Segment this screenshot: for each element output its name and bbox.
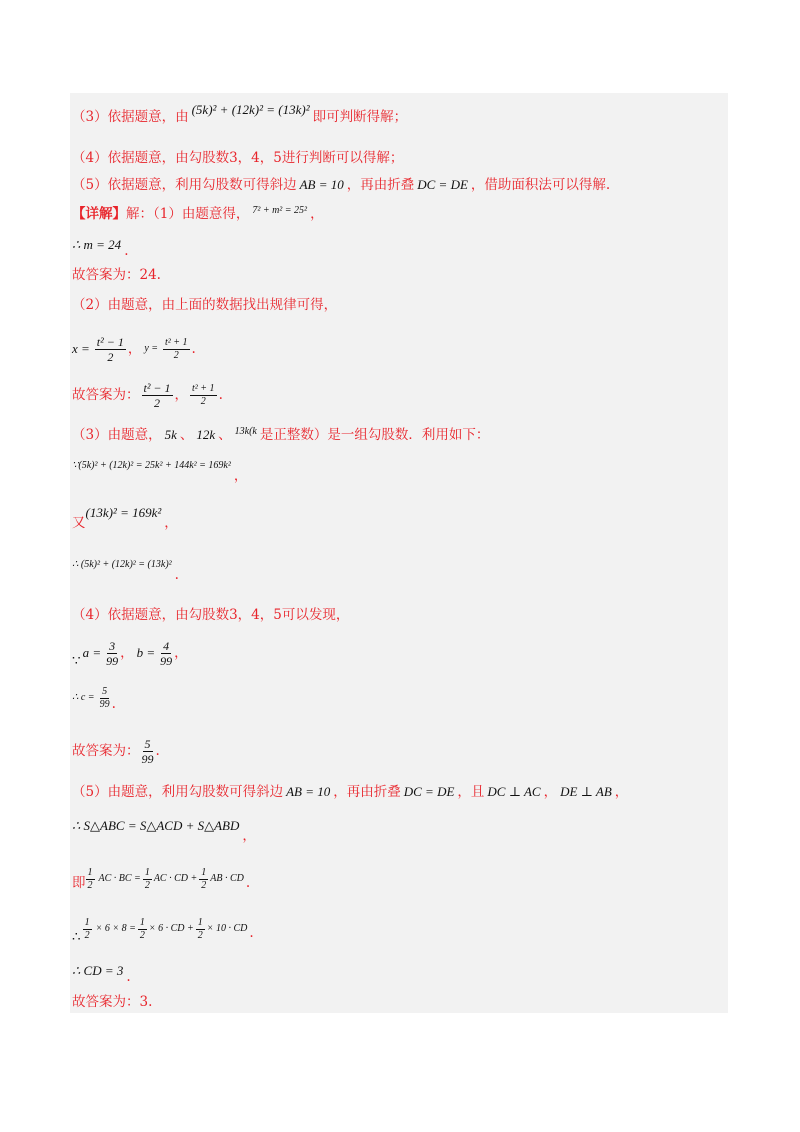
x-fraction — [95, 335, 126, 364]
b-lhs: b = — [136, 645, 156, 660]
x-lhs: x = — [72, 341, 90, 356]
answer-2-separator: ， — [174, 387, 189, 403]
detail-step-1-suffix: ， — [310, 206, 324, 222]
since-equation — [72, 455, 248, 484]
x-denominator: 2 — [107, 349, 114, 364]
term-separator-2: 、 — [218, 427, 232, 443]
num-half-2-denominator: 2 — [139, 929, 145, 941]
c-denominator: 99 — [99, 698, 110, 710]
c-period: . — [111, 696, 116, 712]
num-half-2-numerator: 1 — [139, 916, 145, 928]
answer-1 — [72, 264, 161, 286]
m-result — [72, 234, 129, 259]
y-denominator: 2 — [173, 349, 179, 361]
detail-step-2 — [72, 294, 337, 316]
c-lhs: ∴ c = — [72, 692, 95, 703]
area-numeric — [72, 912, 254, 946]
answer-2-b-denominator: 2 — [200, 395, 206, 407]
detail-step-4 — [72, 604, 349, 626]
xy-formulas — [72, 332, 196, 366]
step-5-hint-suffix: ，借助面积法可以得解. — [470, 177, 611, 193]
detail-step-5-mid2: ，且 — [457, 784, 485, 800]
step-3-hint-equation: (5k)² + (12k)² = (13k)² — [191, 102, 310, 117]
xy-period: . — [191, 341, 196, 357]
detail-step-5-prefix: （5）由题意，利用勾股数可得斜边 — [72, 784, 284, 800]
answer-4-prefix: 故答案为： — [72, 743, 140, 759]
half-3-numerator: 1 — [201, 866, 207, 878]
half-1 — [86, 867, 95, 892]
detail-step-3-suffix: 是正整数）是一组勾股数．利用如下： — [259, 427, 490, 443]
answer-2-period: . — [218, 387, 223, 403]
detail-step-3-prefix: （3）由题意， — [72, 427, 162, 443]
since-equation-comma: ， — [233, 468, 248, 484]
de-perpendicular-ab: DE ⊥ AB — [560, 784, 612, 799]
answer-4-numerator: 5 — [144, 736, 151, 751]
half-2 — [143, 867, 152, 892]
answer-4-period: . — [155, 743, 160, 759]
area-equation-body: ∴ S△ABC = S△ACD + S△ABD — [72, 818, 240, 833]
cd-result-period: . — [126, 969, 131, 985]
num-half-3 — [196, 917, 205, 942]
c-numerator: 5 — [102, 685, 108, 697]
area-numeric-period: . — [249, 925, 254, 941]
half-3 — [199, 867, 208, 892]
detail-step-5 — [72, 781, 628, 803]
y-lhs: y = — [144, 343, 159, 354]
because-symbol: ∵ — [72, 653, 81, 669]
b-numerator: 4 — [163, 638, 170, 653]
area-equation-comma: ， — [242, 828, 256, 844]
term-separator-1: 、 — [179, 427, 194, 443]
answer-2-fraction-a — [142, 381, 173, 410]
detail-step-2-text: （2）由题意，由上面的数据找出规律可得， — [72, 297, 338, 313]
detail-step-5-suffix: ， — [614, 784, 629, 800]
x-numerator: t² − 1 — [96, 334, 124, 349]
detail-tag: 【详解】 — [72, 206, 126, 222]
answer-2-a-denominator: 2 — [154, 395, 161, 410]
detail-step-3 — [72, 424, 489, 446]
answer-4-fraction — [142, 737, 154, 766]
detail-step-1-equation: 7² + m² = 25² — [252, 205, 308, 216]
num-half-1-numerator: 1 — [84, 916, 90, 928]
answer-2 — [72, 378, 223, 412]
step-3-hint-suffix: 即可判断得解； — [312, 109, 408, 125]
c-value — [72, 681, 116, 715]
also-equation — [72, 505, 178, 531]
area-term-1: AC · BC = — [98, 873, 141, 884]
since-equation-body: ∵(5k)² + (12k)² = 25k² + 144k² = 169k² — [72, 460, 231, 471]
therefore-equation — [72, 554, 179, 583]
term-12k: 12k — [196, 427, 216, 442]
answer-2-prefix: 故答案为： — [72, 387, 140, 403]
step-3-hint — [72, 102, 408, 128]
detail-step-1-prefix: 解：（1）由题意得， — [126, 206, 250, 222]
answer-2-fraction-b — [190, 383, 217, 408]
num-half-2 — [138, 917, 147, 942]
cd-result-equation: ∴ CD = 3 — [72, 963, 124, 978]
step-5-hint-mid: ，再由折叠 — [346, 177, 415, 193]
area-expanded-prefix: 即 — [72, 875, 86, 891]
num-half-1 — [83, 917, 92, 942]
also-equation-comma: ， — [164, 515, 178, 531]
area-term-2: AC · CD + — [153, 873, 198, 884]
answer-1-text: 故答案为：24. — [72, 267, 161, 283]
b-fraction — [160, 639, 172, 668]
answer-2-b-numerator: t² + 1 — [192, 382, 215, 394]
area-expanded — [72, 862, 250, 896]
answer-5-text: 故答案为：3. — [72, 994, 153, 1010]
a-lhs: a = — [82, 645, 102, 660]
c-fraction — [100, 686, 110, 711]
detail-step-5-mid: ，再由折叠 — [333, 784, 401, 800]
therefore-equation-period: . — [174, 567, 179, 583]
also-label: 又 — [72, 515, 86, 531]
dc-perpendicular-ac: DC ⊥ AC — [487, 784, 541, 799]
m-result-equation: ∴ m = 24 — [72, 237, 122, 252]
step-3-hint-prefix: （3）依据题意，由 — [72, 109, 189, 125]
numeric-term-1: × 6 × 8 = — [95, 923, 136, 934]
ab-values — [72, 636, 188, 670]
detail-fold-equation: DC = DE — [403, 784, 455, 799]
step-5-hint-prefix: （5）依据题意，利用勾股数可得斜边 — [72, 177, 297, 193]
a-denominator: 99 — [106, 653, 119, 668]
cd-result — [72, 960, 131, 985]
answer-4 — [72, 734, 160, 768]
therefore-symbol: ∴ — [72, 929, 81, 945]
therefore-equation-body: ∴ (5k)² + (12k)² = (13k)² — [72, 559, 172, 570]
fold-equation: DC = DE — [417, 177, 468, 192]
half-1-denominator: 2 — [87, 879, 93, 891]
num-half-3-numerator: 1 — [197, 916, 203, 928]
numeric-term-2: × 6 · CD + — [148, 923, 194, 934]
xy-separator: ， — [127, 341, 142, 357]
y-fraction — [163, 337, 190, 362]
answer-2-a-numerator: t² − 1 — [143, 380, 171, 395]
answer-5 — [72, 991, 152, 1013]
hypotenuse-equation: AB = 10 — [299, 177, 344, 192]
perpendicular-separator: ， — [543, 784, 558, 800]
area-equation — [72, 815, 256, 844]
b-denominator: 99 — [160, 653, 173, 668]
term-5k: 5k — [164, 427, 177, 442]
half-1-numerator: 1 — [87, 866, 93, 878]
m-result-period: . — [124, 243, 129, 259]
step-4-hint-text: （4）依据题意，由勾股数3，4，5进行判断可以得解； — [72, 150, 404, 166]
num-half-1-denominator: 2 — [84, 929, 90, 941]
detail-step-1 — [72, 203, 324, 225]
half-3-denominator: 2 — [201, 879, 207, 891]
step-4-hint — [72, 147, 403, 169]
a-fraction — [106, 639, 118, 668]
num-half-3-denominator: 2 — [197, 929, 203, 941]
a-numerator: 3 — [109, 638, 116, 653]
area-expanded-period: . — [245, 875, 251, 891]
y-numerator: t² + 1 — [165, 336, 188, 348]
step-5-hint — [72, 174, 610, 196]
answer-4-denominator: 99 — [141, 751, 154, 766]
detail-step-4-text: （4）依据题意，由勾股数3，4，5可以发现， — [72, 607, 350, 623]
ab-comma: ， — [174, 645, 188, 661]
detail-hypotenuse-equation: AB = 10 — [286, 784, 331, 799]
numeric-term-3: × 10 · CD — [206, 923, 248, 934]
term-13k: 13k(k — [234, 426, 257, 437]
half-2-numerator: 1 — [144, 866, 150, 878]
half-2-denominator: 2 — [144, 879, 150, 891]
ab-separator: ， — [120, 645, 134, 661]
also-equation-body: (13k)² = 169k² — [85, 505, 162, 520]
area-term-3: AB · CD — [210, 873, 244, 884]
